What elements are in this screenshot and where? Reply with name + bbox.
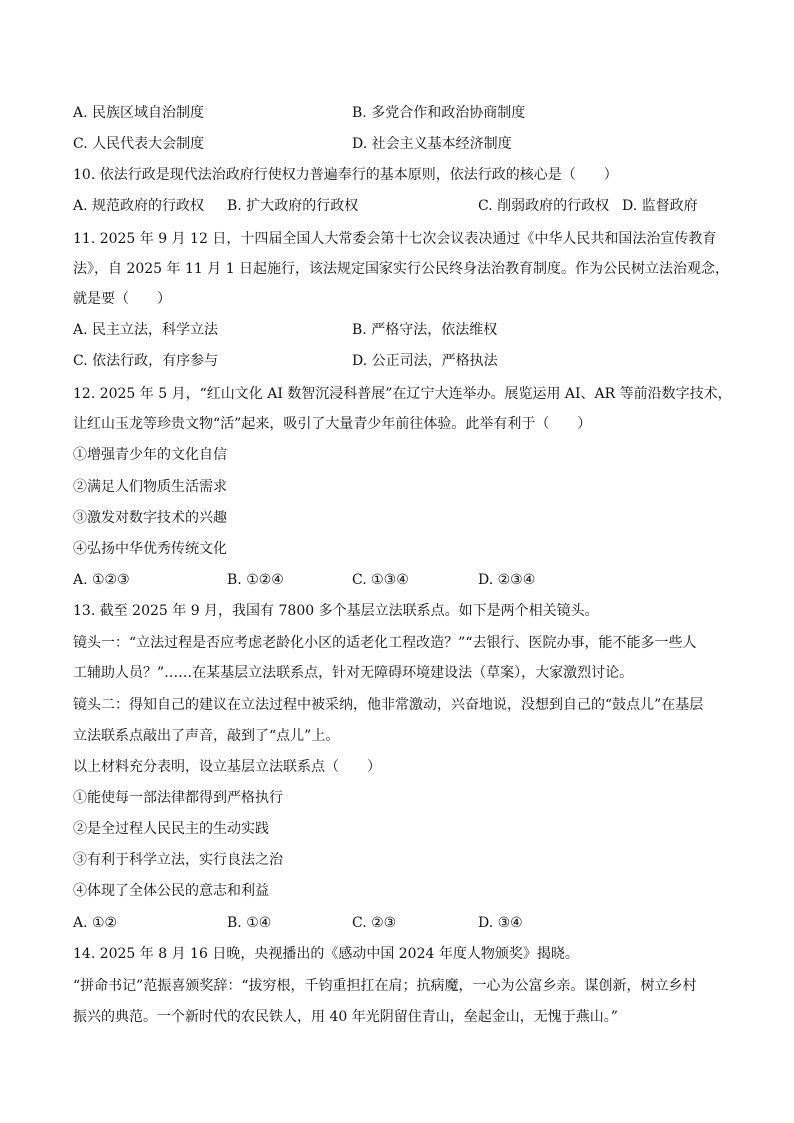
q12-statement-4: ④弘扬中华优秀传统文化: [73, 541, 227, 557]
q11-stem-line1: 11. 2025 年 9 月 12 日，十四届全国人大常委会第十七次会议表决通过《中华人民共和国法治宣传教育: [73, 231, 717, 247]
q13-shot1-line1: 镜头一：“立法过程是否应考虑老龄化小区的适老化工程改造？”“去银行、医院办事，能不能多一些人: [73, 635, 697, 651]
q14-stem: 14. 2025 年 8 月 16 日晚，央视播出的《感动中国 2024 年度人物颁奖》揭晓。: [73, 946, 579, 962]
q10-option-b: B. 扩大政府的行政权: [227, 198, 359, 214]
q13-shot1-line2: 工辅助人员？”……在某基层立法联系点，针对无障碍环境建设法（草案），大家激烈讨论。: [73, 665, 634, 681]
q12-statement-3: ③激发对数字技术的兴趣: [73, 510, 227, 526]
q13-option-a: A. ①②: [73, 915, 118, 931]
q9-option-a: A. 民族区域自治制度: [73, 105, 205, 121]
q12-option-b: B. ①②④: [227, 572, 284, 588]
q11-option-a: A. 民主立法，科学立法: [73, 322, 219, 338]
q11-option-d: D. 公正司法，严格执法: [352, 353, 498, 369]
q13-option-d: D. ③④: [478, 915, 523, 931]
q13-statement-3: ③有利于科学立法，实行良法之治: [73, 852, 283, 868]
q12-statement-1: ①增强青少年的文化自信: [73, 447, 227, 463]
q9-option-d: D. 社会主义基本经济制度: [352, 136, 512, 152]
q14-text-line1: “拼命书记”范振喜颁奖辞：“拔穷根，千钧重担扛在肩；抗病魔，一心为公富乡亲。谋创新，树立乡村: [73, 978, 697, 994]
q13-option-c: C. ②③: [352, 915, 397, 931]
q11-option-b: B. 严格守法，依法维权: [352, 322, 498, 338]
q10-option-a: A. 规范政府的行政权: [73, 198, 205, 214]
q10-option-d: D. 监督政府: [622, 198, 698, 214]
q13-statement-4: ④体现了全体公民的意志和利益: [73, 883, 269, 899]
q13-statement-2: ②是全过程人民民主的生动实践: [73, 821, 269, 837]
q9-option-c: C. 人民代表大会制度: [73, 136, 205, 152]
q13-shot2-line1: 镜头二：得知自己的建议在立法过程中被采纳，他非常激动，兴奋地说，没想到自己的“鼓点儿”在基层: [73, 697, 704, 713]
q12-option-c: C. ①③④: [352, 572, 409, 588]
q9-option-b: B. 多党合作和政治协商制度: [352, 105, 526, 121]
q10-stem: 10. 依法行政是现代法治政府行使权力普遍奉行的基本原则，依法行政的核心是（ ）: [73, 167, 618, 183]
q13-statement-1: ①能使每一部法律都得到严格执行: [73, 790, 283, 806]
q13-shot2-line2: 立法联系点敲出了声音，敲到了“点儿”上。: [73, 728, 340, 744]
q12-option-a: A. ①②③: [73, 572, 130, 588]
q13-question: 以上材料充分表明，设立基层立法联系点（ ）: [73, 759, 381, 775]
q12-statement-2: ②满足人们物质生活需求: [73, 479, 227, 495]
q14-text-line2: 振兴的典范。一个新时代的农民铁人，用 40 年光阴留住青山，垒起金山，无愧于燕山。”: [73, 1009, 618, 1025]
q11-stem-line3: 就是要（ ）: [73, 291, 171, 307]
q12-stem-line1: 12. 2025 年 5 月，“红山文化 AI 数智沉浸科普展”在辽宁大连举办。展览运用 AI、AR 等前沿数字技术，: [73, 386, 732, 402]
q13-option-b: B. ①④: [227, 915, 272, 931]
q11-option-c: C. 依法行政，有序参与: [73, 353, 219, 369]
q13-stem: 13. 截至 2025 年 9 月，我国有 7800 多个基层立法联系点。如下是两个相关镜头。: [73, 603, 599, 619]
q11-stem-line2: 法》，自 2025 年 11 月 1 日起施行，该法规定国家实行公民终身法治教育制度。作为公民树立法治观念，: [73, 261, 730, 277]
q12-option-d: D. ②③④: [478, 572, 536, 588]
q10-option-c: C. 削弱政府的行政权: [478, 198, 610, 214]
q12-stem-line2: 让红山玉龙等珍贵文物“活”起来，吸引了大量青少年前往体验。此举有利于（ ）: [73, 416, 592, 432]
